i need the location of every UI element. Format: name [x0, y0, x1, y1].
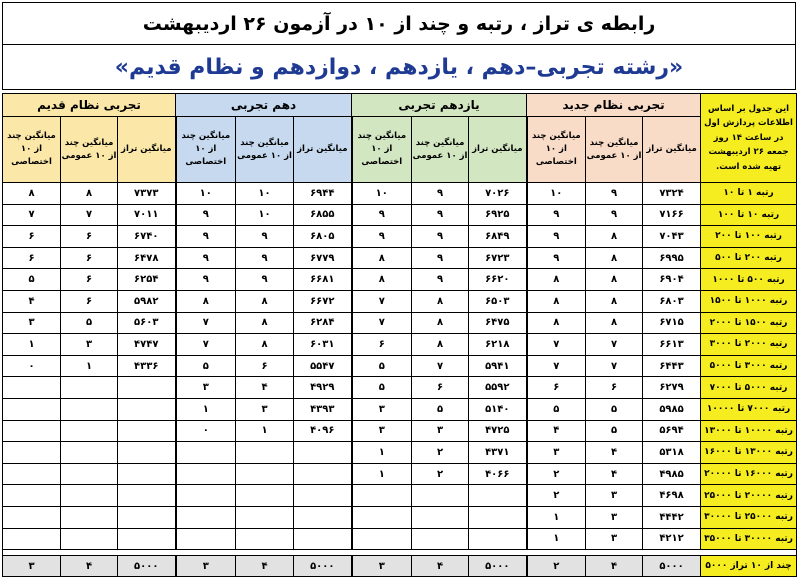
table-cell: ۹	[412, 226, 469, 248]
table-cell: ۹	[352, 204, 412, 226]
table-cell: ۶	[352, 334, 412, 356]
table-cell: ۹	[352, 226, 412, 248]
table-cell: ۷	[527, 334, 586, 356]
table-cell: ۷	[61, 204, 118, 226]
rank-table	[2, 93, 797, 577]
footer-cell: ۴	[586, 556, 643, 577]
table-cell: ۷۰۱۱	[118, 204, 176, 226]
table-cell: ۵	[527, 398, 586, 420]
group-header-new: تجربی نظام جدید	[527, 94, 701, 117]
table-cell: ۱۰	[176, 183, 236, 205]
table-cell: ۶	[3, 226, 61, 248]
table-cell: ۶۶۱۳	[643, 334, 701, 356]
footer-cell: ۵۰۰۰	[469, 556, 527, 577]
rank-range-label: رتبه ۳۰۰۰۰ تا ۳۵۰۰۰	[701, 528, 797, 550]
table-row	[3, 442, 797, 464]
table-cell: ۱	[527, 506, 586, 528]
table-cell: ۶۹۹۵	[643, 247, 701, 269]
table-cell: ۸	[527, 312, 586, 334]
table-cell	[469, 485, 527, 507]
page-subtitle: «رشته تجربی–دهم ، یازدهم ، دوازدهم و نظام قدیم»	[2, 44, 796, 90]
table-cell: ۱	[527, 528, 586, 550]
table-cell: ۴	[586, 442, 643, 464]
table-cell	[412, 506, 469, 528]
avg-specialized-header: میانگین چند از ۱۰ اختصاصی	[3, 117, 61, 183]
table-cell	[3, 485, 61, 507]
table-cell	[236, 485, 294, 507]
table-row	[3, 506, 797, 528]
table-cell: ۴۳۷۱	[469, 442, 527, 464]
table-cell: ۶۹۴۴	[294, 183, 352, 205]
table-cell: ۵۵۴۷	[294, 355, 352, 377]
rank-range-label: رتبه ۵۰۰۰ تا ۷۰۰۰	[701, 377, 797, 399]
table-cell: ۷	[176, 334, 236, 356]
table-cell: ۷۳۷۳	[118, 183, 176, 205]
table-cell: ۵	[352, 355, 412, 377]
table-cell: ۹	[412, 247, 469, 269]
table-cell: ۹	[236, 226, 294, 248]
table-cell: ۶۹۲۵	[469, 204, 527, 226]
table-cell: ۳	[352, 420, 412, 442]
footer-cell: ۴	[236, 556, 294, 577]
table-cell: ۳	[3, 312, 61, 334]
table-cell	[352, 528, 412, 550]
table-cell: ۵۵۹۲	[469, 377, 527, 399]
rank-range-label: رتبه ۱۶۰۰۰ تا ۲۰۰۰۰	[701, 463, 797, 485]
rank-range-label: رتبه ۱ تا ۱۰	[701, 183, 797, 205]
table-cell: ۶۷۱۵	[643, 312, 701, 334]
table-cell: ۹	[176, 204, 236, 226]
footer-cell: ۴	[61, 556, 118, 577]
footer-cell: ۴	[412, 556, 469, 577]
table-cell: ۶	[61, 247, 118, 269]
table-cell	[176, 506, 236, 528]
table-cell	[3, 442, 61, 464]
table-cell	[176, 528, 236, 550]
footer-label: چند از ۱۰ تراز ۵۰۰۰	[701, 556, 797, 577]
rank-range-label: رتبه ۷۰۰۰ تا ۱۰۰۰۰	[701, 398, 797, 420]
table-cell: ۲	[412, 442, 469, 464]
avg-general-header: میانگین چند از ۱۰ عمومی	[61, 117, 118, 183]
table-cell	[118, 398, 176, 420]
table-cell	[352, 506, 412, 528]
table-cell	[3, 463, 61, 485]
rank-range-label: رتبه ۲۰۰۰ تا ۳۰۰۰	[701, 334, 797, 356]
table-cell: ۲	[412, 463, 469, 485]
table-cell	[3, 398, 61, 420]
rank-range-label: رتبه ۲۰۰ تا ۵۰۰	[701, 247, 797, 269]
table-cell: ۸	[352, 247, 412, 269]
table-cell	[118, 506, 176, 528]
table-cell: ۶۲۸۴	[294, 312, 352, 334]
table-cell: ۷	[352, 312, 412, 334]
table-cell: ۵۳۱۸	[643, 442, 701, 464]
avg-taraz-header: میانگین تراز	[118, 117, 176, 183]
table-cell	[61, 528, 118, 550]
rank-range-label: رتبه ۳۰۰۰ تا ۵۰۰۰	[701, 355, 797, 377]
table-cell: ۱۰	[236, 183, 294, 205]
table-cell	[118, 442, 176, 464]
table-cell: ۸	[412, 290, 469, 312]
table-cell: ۳	[586, 506, 643, 528]
table-cell: ۹	[586, 204, 643, 226]
table-cell: ۳	[527, 442, 586, 464]
table-cell	[294, 485, 352, 507]
rank-range-label: رتبه ۱۰۰۰ تا ۱۵۰۰	[701, 290, 797, 312]
table-cell: ۵۶۹۴	[643, 420, 701, 442]
table-cell: ۶۴۴۳	[643, 355, 701, 377]
table-cell	[61, 398, 118, 420]
table-cell: ۹	[176, 226, 236, 248]
table-cell	[236, 506, 294, 528]
rank-range-label: رتبه ۲۰۰۰۰ تا ۲۵۰۰۰	[701, 485, 797, 507]
table-cell: ۶۹۰۴	[643, 269, 701, 291]
table-cell: ۳	[352, 398, 412, 420]
table-cell: ۴۹۸۵	[643, 463, 701, 485]
table-cell: ۵	[412, 398, 469, 420]
table-row	[3, 290, 797, 312]
table-row	[3, 528, 797, 550]
avg-general-header: میانگین چند از ۱۰ عمومی	[236, 117, 294, 183]
table-cell: ۱۰	[527, 183, 586, 205]
table-cell: ۲	[527, 463, 586, 485]
rank-range-label: رتبه ۵۰۰ تا ۱۰۰۰	[701, 269, 797, 291]
table-cell: ۶	[61, 290, 118, 312]
table-cell: ۶۲۷۹	[643, 377, 701, 399]
table-cell: ۹	[412, 269, 469, 291]
table-cell	[412, 485, 469, 507]
table-cell: ۸	[586, 269, 643, 291]
table-cell: ۸	[61, 183, 118, 205]
table-cell	[176, 485, 236, 507]
table-cell: ۴۹۲۹	[294, 377, 352, 399]
table-cell: ۸	[412, 312, 469, 334]
table-cell	[3, 377, 61, 399]
table-cell	[294, 528, 352, 550]
group-header-10: دهم تجربی	[176, 94, 352, 117]
table-cell	[412, 528, 469, 550]
table-cell: ۶۲۵۴	[118, 269, 176, 291]
table-cell: ۶	[586, 377, 643, 399]
table-cell: ۶۷۴۰	[118, 226, 176, 248]
table-cell: ۳	[61, 334, 118, 356]
footer-cell: ۵۰۰۰	[294, 556, 352, 577]
table-cell: ۵	[352, 377, 412, 399]
table-cell: ۵۹۴۱	[469, 355, 527, 377]
table-cell: ۹	[236, 247, 294, 269]
table-cell: ۸	[3, 183, 61, 205]
table-cell	[294, 506, 352, 528]
table-cell: ۹	[176, 269, 236, 291]
table-cell	[469, 528, 527, 550]
table-cell: ۶	[61, 226, 118, 248]
table-cell: ۸	[586, 290, 643, 312]
table-cell: ۸	[412, 334, 469, 356]
table-cell: ۹	[527, 247, 586, 269]
table-cell	[118, 377, 176, 399]
table-cell: ۹	[527, 204, 586, 226]
page-title: رابطه ی تراز ، رتبه و چند از ۱۰ در آزمون ۲۶ اردیبهشت	[2, 2, 796, 45]
table-cell: ۳	[586, 528, 643, 550]
table-cell	[294, 463, 352, 485]
table-cell: ۴۶۹۸	[643, 485, 701, 507]
table-cell: ۴۷۲۵	[469, 420, 527, 442]
table-cell: ۸	[586, 226, 643, 248]
table-cell	[176, 463, 236, 485]
table-cell	[236, 463, 294, 485]
table-cell: ۷	[3, 204, 61, 226]
rank-range-label: رتبه ۱۰۰ تا ۲۰۰	[701, 226, 797, 248]
table-cell	[352, 485, 412, 507]
table-cell: ۱	[236, 420, 294, 442]
table-cell	[61, 463, 118, 485]
table-cell	[118, 528, 176, 550]
table-cell: ۷	[527, 355, 586, 377]
table-cell: ۷	[586, 334, 643, 356]
table-cell: ۵۶۰۳	[118, 312, 176, 334]
table-cell: ۹	[412, 183, 469, 205]
table-cell	[118, 485, 176, 507]
table-cell: ۲	[527, 485, 586, 507]
table-cell: ۰	[3, 355, 61, 377]
table-cell: ۴	[3, 290, 61, 312]
table-row	[3, 485, 797, 507]
table-cell: ۴	[236, 377, 294, 399]
table-row	[3, 355, 797, 377]
table-cell: ۷	[352, 290, 412, 312]
table-cell: ۴۷۴۷	[118, 334, 176, 356]
table-cell: ۴۲۱۲	[643, 528, 701, 550]
table-row	[3, 247, 797, 269]
table-cell	[61, 442, 118, 464]
table-cell: ۵	[61, 312, 118, 334]
table-row	[3, 226, 797, 248]
table-cell: ۱	[176, 398, 236, 420]
table-row	[3, 398, 797, 420]
table-cell: ۶	[412, 377, 469, 399]
table-cell: ۱۰	[236, 204, 294, 226]
table-cell: ۶۶۷۲	[294, 290, 352, 312]
table-cell: ۸	[176, 290, 236, 312]
sub-header-row	[3, 117, 797, 183]
table-cell: ۵	[3, 269, 61, 291]
rank-range-label: رتبه ۱۵۰۰ تا ۲۰۰۰	[701, 312, 797, 334]
group-header-old: تجربی نظام قدیم	[3, 94, 176, 117]
table-cell: ۱	[352, 442, 412, 464]
table-cell: ۹	[527, 226, 586, 248]
table-cell: ۴۰۶۶	[469, 463, 527, 485]
table-cell	[294, 442, 352, 464]
avg-taraz-header: میانگین تراز	[294, 117, 352, 183]
table-cell: ۶۸۴۹	[469, 226, 527, 248]
table-row	[3, 377, 797, 399]
table-cell: ۸	[586, 312, 643, 334]
table-cell: ۷	[586, 355, 643, 377]
table-cell: ۶	[236, 355, 294, 377]
table-cell: ۶	[3, 247, 61, 269]
table-cell	[176, 442, 236, 464]
table-cell: ۶	[61, 269, 118, 291]
table-cell	[3, 528, 61, 550]
table-cell: ۳	[586, 485, 643, 507]
table-cell: ۶	[527, 377, 586, 399]
table-cell: ۷۳۲۴	[643, 183, 701, 205]
table-cell: ۶۸۰۳	[643, 290, 701, 312]
table-cell	[118, 463, 176, 485]
table-cell	[61, 506, 118, 528]
table-cell	[61, 377, 118, 399]
table-cell: ۷۱۶۶	[643, 204, 701, 226]
avg-taraz-header: میانگین تراز	[469, 117, 527, 183]
table-cell: ۵	[586, 398, 643, 420]
table-cell	[236, 528, 294, 550]
table-cell: ۵	[586, 420, 643, 442]
table-cell	[61, 485, 118, 507]
table-cell: ۵	[176, 355, 236, 377]
rank-range-label: رتبه ۱۰ تا ۱۰۰	[701, 204, 797, 226]
table-cell: ۷۰۴۳	[643, 226, 701, 248]
group-header-11: یازدهم تجربی	[352, 94, 527, 117]
table-cell	[3, 506, 61, 528]
table-cell: ۶۴۷۸	[118, 247, 176, 269]
table-cell: ۹	[412, 204, 469, 226]
table-cell: ۴۴۴۲	[643, 506, 701, 528]
table-cell: ۵۹۸۵	[643, 398, 701, 420]
table-cell: ۳	[412, 420, 469, 442]
table-cell	[469, 506, 527, 528]
footer-cell: ۵۰۰۰	[643, 556, 701, 577]
rank-range-label: رتبه ۲۵۰۰۰ تا ۳۰۰۰۰	[701, 506, 797, 528]
table-cell: ۷	[176, 312, 236, 334]
avg-specialized-header: میانگین چند از ۱۰ اختصاصی	[527, 117, 586, 183]
table-cell: ۸	[527, 290, 586, 312]
table-row	[3, 269, 797, 291]
table-cell: ۸	[236, 312, 294, 334]
table-cell: ۶۴۷۵	[469, 312, 527, 334]
table-cell: ۸	[236, 334, 294, 356]
table-cell	[236, 442, 294, 464]
avg-general-header: میانگین چند از ۱۰ عمومی	[412, 117, 469, 183]
table-row	[3, 463, 797, 485]
table-cell: ۴۰۹۶	[294, 420, 352, 442]
table-cell: ۴	[586, 463, 643, 485]
table-cell: ۴۳۳۶	[118, 355, 176, 377]
table-cell: ۶۸۰۵	[294, 226, 352, 248]
table-cell: ۶۶۲۰	[469, 269, 527, 291]
table-cell: ۵۱۴۰	[469, 398, 527, 420]
note-cell: این جدول بر اساس اطلاعات پردازش اول در ساعت ۱۴ روز جمعه ۲۶ اردیبهشت تهیه شده است.	[701, 94, 797, 183]
table-row	[3, 312, 797, 334]
table-cell: ۸	[527, 269, 586, 291]
table-cell: ۷	[412, 355, 469, 377]
avg-taraz-header: میانگین تراز	[643, 117, 701, 183]
table-row	[3, 334, 797, 356]
table-cell: ۱	[61, 355, 118, 377]
table-cell: ۶۵۰۳	[469, 290, 527, 312]
rank-range-label: رتبه ۱۳۰۰۰ تا ۱۶۰۰۰	[701, 442, 797, 464]
footer-row	[3, 556, 797, 577]
footer-cell: ۲	[527, 556, 586, 577]
avg-specialized-header: میانگین چند از ۱۰ اختصاصی	[352, 117, 412, 183]
table-cell: ۹	[176, 247, 236, 269]
table-cell	[118, 420, 176, 442]
table-cell: ۶۶۸۱	[294, 269, 352, 291]
table-cell: ۶۷۲۳	[469, 247, 527, 269]
table-cell: ۸	[352, 269, 412, 291]
table-row	[3, 204, 797, 226]
avg-general-header: میانگین چند از ۱۰ عمومی	[586, 117, 643, 183]
table-cell: ۶۸۵۵	[294, 204, 352, 226]
table-cell: ۴	[527, 420, 586, 442]
table-cell: ۳	[236, 398, 294, 420]
table-body	[3, 183, 797, 550]
table-cell: ۰	[176, 420, 236, 442]
table-cell	[3, 420, 61, 442]
footer-cell: ۵۰۰۰	[118, 556, 176, 577]
footer-cell: ۳	[3, 556, 61, 577]
footer-cell: ۳	[352, 556, 412, 577]
table-row	[3, 183, 797, 205]
table-cell: ۷۰۲۶	[469, 183, 527, 205]
table-cell: ۸	[236, 290, 294, 312]
rank-range-label: رتبه ۱۰۰۰۰ تا ۱۳۰۰۰	[701, 420, 797, 442]
table-cell: ۱	[3, 334, 61, 356]
table-cell: ۸	[586, 247, 643, 269]
table-cell: ۶۷۷۹	[294, 247, 352, 269]
table-cell: ۵۹۸۲	[118, 290, 176, 312]
table-cell: ۱	[352, 463, 412, 485]
table-cell	[61, 420, 118, 442]
table-cell: ۱۰	[352, 183, 412, 205]
table-row	[3, 420, 797, 442]
table-cell: ۴۳۹۳	[294, 398, 352, 420]
table-cell: ۹	[236, 269, 294, 291]
table-cell: ۶۰۳۱	[294, 334, 352, 356]
table-cell: ۶۲۱۸	[469, 334, 527, 356]
table-cell: ۹	[586, 183, 643, 205]
table-cell: ۳	[176, 377, 236, 399]
footer-cell: ۳	[176, 556, 236, 577]
avg-specialized-header: میانگین چند از ۱۰ اختصاصی	[176, 117, 236, 183]
